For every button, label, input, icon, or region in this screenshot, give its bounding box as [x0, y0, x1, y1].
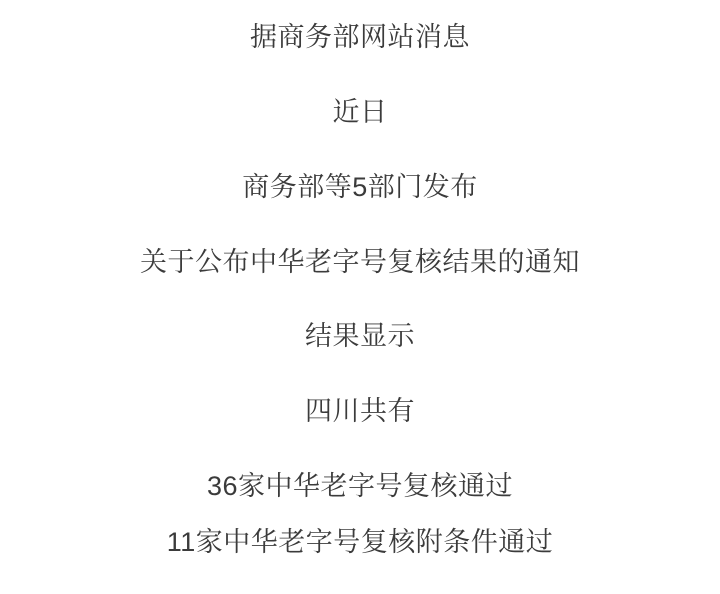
line-gap-1 — [0, 54, 720, 97]
text-line-7: 36家中华老字号复核通过 — [206, 471, 514, 502]
text-line-1: 据商务部网站消息 — [250, 22, 470, 52]
text-line-5: 结果显示 — [305, 321, 415, 352]
line-gap-2 — [0, 129, 720, 172]
line-gap-6 — [0, 428, 720, 471]
text-line-4: 关于公布中华老字号复核结果的通知 — [140, 246, 580, 277]
text-line-8: 11家中华老字号复核附条件通过 — [166, 527, 554, 558]
line-gap-3 — [0, 204, 720, 247]
text-line-3: 商务部等5部门发布 — [242, 171, 478, 202]
text-line-2: 近日 — [332, 96, 388, 127]
line-gap-5 — [0, 353, 720, 396]
line-gap-4 — [0, 278, 720, 321]
line-gap-7 — [0, 503, 720, 527]
text-line-6: 四川共有 — [305, 396, 415, 427]
